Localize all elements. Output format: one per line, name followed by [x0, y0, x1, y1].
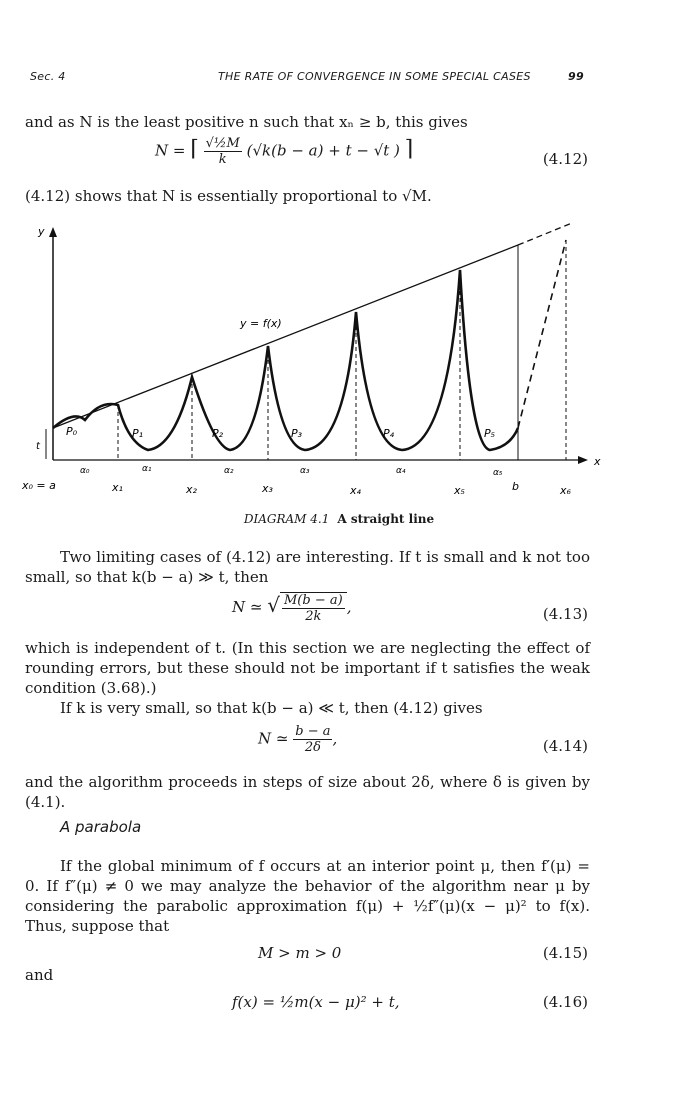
p3-label: P₃: [291, 427, 303, 440]
diagram-caption: [0, 512, 678, 526]
x6-label: x₆: [560, 484, 571, 497]
eq412-numerator: √½M: [205, 136, 240, 151]
p2-label: P₂: [212, 427, 224, 440]
eq413-fraction: [280, 592, 347, 624]
paragraph-1: and as N is the least positive n such that xₙ ≥ b, this gives: [25, 113, 468, 131]
equation-4-12: N = ⌈ $\frac{\text{√½M}}{k}$ (√k(b − a) + t − √t ) ⌉: [155, 136, 414, 167]
eq414-denominator: 2δ: [304, 740, 321, 755]
x-axis-arrow: [578, 456, 588, 464]
equation-4-16: f(x) = ½m(x − μ)² + t,: [232, 993, 400, 1011]
diagram-4-1: [0, 215, 678, 505]
alpha5-label: α₅: [493, 468, 503, 478]
eq412-lhs: N =: [155, 141, 186, 160]
alpha4-label: α₄: [396, 466, 406, 476]
paragraph-8: and: [25, 966, 54, 984]
paragraph-5: If k is very small, so that k(b − a) ≪ t, then (4.12) gives: [60, 699, 483, 717]
equation-4-14: N ≃ $\frac{b - a}{2\delta}$ ,: [258, 724, 338, 755]
p0-label: P₀: [66, 425, 78, 438]
paragraph-6: and the algorithm proceeds in steps of size about 2δ, where δ is given by (4.1).: [25, 773, 590, 811]
t-label: t: [36, 441, 40, 452]
alpha3-label: α₃: [300, 466, 310, 476]
eq414-fraction: [293, 724, 332, 755]
x2-label: x₂: [186, 483, 197, 496]
paragraph-4: which is independent of t. (In this section we are neglecting the effect of rounding errors, but these should not be important if t satisfies the weak condition (3.68).): [25, 639, 590, 697]
eq414-lhs: N ≃: [258, 729, 289, 748]
equation-4-15: M > m > 0: [258, 944, 342, 962]
alpha1-label: α₁: [142, 464, 152, 474]
eq414-number: (4.14): [542, 737, 588, 755]
p5-label: P₅: [484, 427, 496, 440]
alpha2-label: α₂: [224, 466, 234, 476]
straight-line-extension: [518, 223, 572, 245]
eq412-denominator: k: [218, 152, 227, 167]
running-title: THE RATE OF CONVERGENCE IN SOME SPECIAL CASES: [218, 70, 531, 83]
eq413-number: (4.13): [542, 605, 588, 623]
eq414-numerator: b − a: [295, 724, 331, 739]
eq413-numerator: M(b − a): [284, 593, 343, 608]
p1-label: P₁: [132, 427, 144, 440]
x5-label: x₅: [454, 484, 465, 497]
caption-text: A straight line: [337, 512, 435, 526]
x4-label: x₄: [350, 484, 361, 497]
x0-label: x₀ = a: [22, 479, 56, 492]
paragraph-2: (4.12) shows that N is essentially proportional to √M.: [25, 187, 432, 205]
section-label: Sec. 4: [30, 70, 66, 83]
b-label: b: [512, 480, 519, 493]
section-title: A parabola: [60, 818, 142, 836]
caption-label: DIAGRAM 4.1: [243, 512, 330, 526]
y-axis-arrow: [49, 227, 57, 237]
alpha0-label: α₀: [80, 466, 90, 476]
equation-4-13: N ≃ √ $\frac{M(b - a)}{2k}$ ,: [232, 593, 352, 624]
eq412-body: (√k(b − a) + t − √t ): [246, 141, 400, 160]
x3-label: x₃: [262, 482, 273, 495]
paragraph-3: Two limiting cases of (4.12) are interesting. If t is small and k not too small, so that k(b − a) ≫ t, then: [25, 548, 590, 586]
straight-line: [53, 245, 518, 428]
dashed-branch: [518, 240, 566, 428]
eq412-fraction: [204, 136, 242, 167]
curve-label: y = f(x): [240, 317, 282, 330]
p4-label: P₄: [383, 427, 395, 440]
eq416-number: (4.16): [542, 993, 588, 1011]
eq413-lhs: N ≃: [232, 598, 263, 616]
y-axis-label: y: [38, 225, 45, 238]
function-curve: [53, 270, 518, 450]
x1-label: x₁: [112, 481, 123, 494]
page-number: 99: [568, 70, 584, 83]
eq415-number: (4.15): [542, 944, 588, 962]
x-axis-label: x: [594, 455, 601, 468]
paragraph-7: If the global minimum of f occurs at an interior point μ, then f′(μ) = 0. If f″(μ) ≠ 0 we may analyze the behavior of the algorithm near μ by considering the parabolic approximation f(μ) + ½f″(μ)(x − μ)² to f(x). Thus, suppose that: [25, 857, 590, 935]
eq413-denominator: 2k: [305, 609, 322, 624]
eq412-number: (4.12): [542, 150, 588, 168]
